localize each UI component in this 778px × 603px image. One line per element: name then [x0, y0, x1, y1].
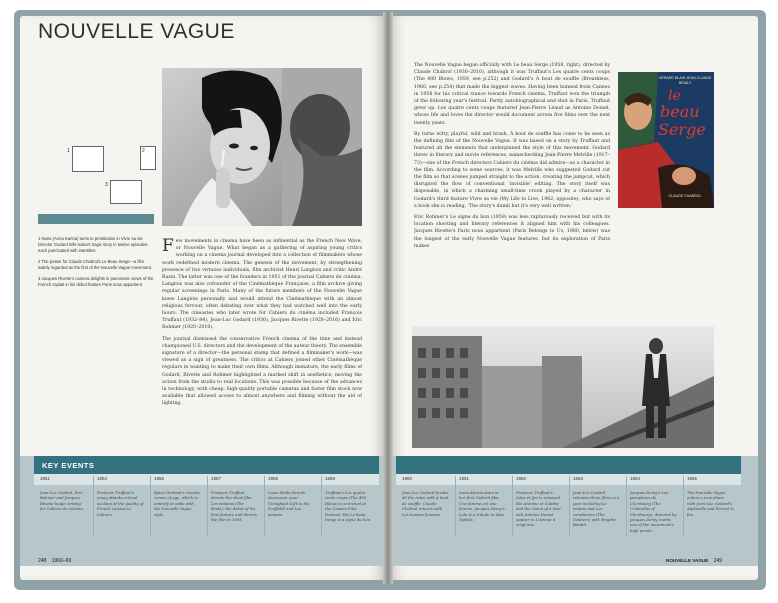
key-event-right-1: Anna Karina stars in her first Godard film, Une femme est une femme. Jacques Demy's Lola is a tribute to Max Ophüls. [459, 490, 505, 523]
photo-vivre-sa-vie-image [162, 68, 362, 226]
key-event-left-0: Jean-Luc Godard, Eric Rohmer and Jacques Rivette begin writing for Cahiers du cinéma. [40, 490, 84, 512]
key-event-left-3: François Truffaut directs the short film Les mistons (The Brats), the debut of his first feature and directs the film in 1958. [211, 490, 257, 523]
poster-director: CLAUDE CHABROL [668, 194, 702, 198]
key-event-year-left-1: 1954 [97, 476, 108, 481]
key-event-year-right-5: 1965 [687, 476, 698, 481]
left-page-number: 248 [38, 558, 47, 564]
key-event-year-right-3: 1963 [573, 476, 584, 481]
left-running-head: 1960–69 [51, 558, 72, 564]
key-event-year-left-4: 1958 [268, 476, 279, 481]
caption-2: 2 The poster for Claude Chabrol's Le Beau Serge—a film widely regarded as the first of the Nouvelle Vague movement. [38, 259, 152, 270]
figure-number-1: 1 [67, 148, 70, 154]
drop-cap: F [162, 238, 174, 256]
poster-credits: GÉRARD BLAIN JEAN-CLAUDE BRIALY [658, 76, 712, 85]
key-event-right-3: Jean-Luc Godard releases three films in a year including Le mépris and Les carabiniers (The Soldiers) with Brigitte Bardot. [573, 490, 620, 528]
book-spine [383, 12, 393, 584]
key-event-right-0: Jean-Luc Godard breaks all the rules with À bout de souffle. Claude Chabrol returns with Les bonnes femmes. [402, 490, 449, 517]
key-event-separator [512, 476, 513, 536]
key-event-year-left-3: 1957 [211, 476, 222, 481]
captions [38, 236, 156, 293]
key-event-separator [321, 476, 322, 536]
poster-title-serge: Serge [658, 120, 706, 139]
right-body-paragraph-1: The Nouvelle Vague began officially with Le beau Serge (1958, right), directed by Claude Chabrol (1930–2010), although it was Truffaut's Les quatre cents coups (The 400 Blows, 1959, see p.252) and Godard's À bout de souffle (Breathless, 1960, see p.254) that made the biggest waves. Having been banned from Cannes in 1958 for his critical stance towards French cinema, Truffaut won the triumph of the following year's festival. Partly autobiographical and shot in Paris, Truffaut grew up. Les quatre cents coups featured Jean-Pierre Léaud as Antoine Doinel, whose life and loves the director would document across five films over the next twenty years. [414, 63, 610, 126]
key-event-year-right-0: 1960 [402, 476, 413, 481]
key-event-year-right-2: 1962 [516, 476, 527, 481]
key-event-separator [455, 476, 456, 536]
key-event-separator [207, 476, 208, 536]
key-event-left-4: Louis Malle directs Ascenseur pour l'échafaud (Lift to the Scaffold) and Les amants. [268, 490, 310, 517]
photo-vivre-sa-vie [162, 68, 362, 226]
right-page-number: 249 [713, 558, 723, 564]
poster-title-beau: beau [660, 102, 700, 121]
figure-number-3: 3 [105, 182, 108, 188]
key-event-right-5: The Nouvelle Vague enters a new phase with Jean-Luc Godard's Alphaville and Pierrot le fou. [687, 490, 734, 517]
right-running-head: NOUVELLE VAGUE [666, 558, 709, 563]
key-event-year-left-5: 1959 [325, 476, 336, 481]
caption-1: 1 Nana (Anna Karina) turns to prostitution in Vivre sa vie. Director Godard tells Nana's tragic story in twelve episodes each punctuated with intertitles. [38, 236, 148, 253]
caption-3: 3 Jacques Rivette's camera delights in panoramic views of the French capital in his debut feature Paris nous appartient. [38, 276, 154, 287]
figure-frame-1 [67, 146, 104, 172]
key-event-year-left-2: 1956 [154, 476, 165, 481]
right-folio [666, 558, 722, 564]
key-events-heading: KEY EVENTS [42, 461, 95, 470]
key-event-separator [626, 476, 627, 536]
caption-accent-bar [38, 214, 154, 224]
key-event-left-2: Bytes Verbeek's cinema comes of age, which is entirely at odds with the Nouvelle Vague style. [154, 490, 200, 517]
poster-title-le: le [668, 88, 681, 104]
left-folio [38, 558, 71, 564]
right-body-paragraph-3: Eric Rohmer's Le signe du lion (1959) was less rapturously received but with its location shooting and literary references it aligned him with his colleagues. Jacques Rivette's Paris nous appartient (Paris Belongs to Us, 1960, below) was the longest of the early Nouvelle Vague features, but its exploration of Paris makes [414, 215, 610, 249]
figure-number-2: 2 [142, 148, 145, 154]
right-body-text [414, 62, 610, 320]
key-event-year-right-4: 1964 [630, 476, 641, 481]
left-body-paragraph-1: Few movements in cinema have been as influential as the French New Wave, or Nouvelle Vague. What began as a gathering of aspiring young critics working on a cinema journal developed into a collection of filmmakers whose work redefined modern cinema. The genesis of the movement, by strengthening presence of two virtuoso individuals, film archivist Henri Langlois and critic André Bazin. The latter was one of the founders in 1951 of the journal Cahiers du cinéma. Langlois was also cofounder of the Cinémathèque Française, a film archive giving regular screenings in Paris. Many of the future members of the Nouvelle Vague knew Langlois personally and would attend the Cinémathèque with an almost religious fervour, often debating over what they had watched well into the early hours. The cineastes who later wrote for Cahiers du cinéma included François Truffaut (1932–84), Jean-Luc Godard (1930), Jacques Rivette (1928–2016) and Eric Rohmer (1920–2010). [162, 238, 362, 331]
figure-frame-2 [140, 146, 156, 170]
photo-paris-image [412, 326, 714, 448]
page-title: NOUVELLE VAGUE [38, 20, 235, 43]
key-event-year-right-1: 1961 [459, 476, 470, 481]
key-event-left-5: Truffaut's Les quatre cents coups (The 400 Blows) is screened at the Cannes Film Festival. His Le beau Serge is a signe du lion. [325, 490, 372, 523]
key-event-left-1: François Truffaut's essay attacks critical acclaim of the quality of French cinema in Cahiers. [97, 490, 144, 517]
key-event-separator [150, 476, 151, 536]
key-event-right-4: Jacques Demy's Les parapluies de Cherbourg (The Umbrellas of Cherbourg), directed by Jacques Demy, marks one of the movement's high points. [630, 490, 677, 533]
figure-frame-3 [105, 180, 142, 204]
right-body-paragraph-2: By turns witty, playful, wild and brash, À bout de souffle has come to be seen as the defining film of the Nouvelle Vague. It was based on a story by Truffaut and featured all the elements that underpinned the style of this movement. Godard threw in literary and movie references, namechecking Jean-Pierre Melville (1917–73)—one of the French directors Cahiers du cinéma did admire—as a character in the film. According to some sources, it was Melville who suggested Godard cut the film so that scenes jumped straight to the action, creating the jumpcut, which disrupted the flow of conventional 'invisible' editing. The story itself was disposable, in which a charming small-time crook played by a character in Godard's third feature Vivre sa vie (My Life to Live, 1962, opposite), who says of a book she is reading, 'The story's dumb but it's very well written.' [414, 131, 610, 209]
key-event-separator [569, 476, 570, 536]
key-event-separator [264, 476, 265, 536]
photo-paris-nous-appartient [412, 326, 714, 448]
key-event-separator [683, 476, 684, 536]
left-body-text [162, 238, 362, 452]
key-event-separator [93, 476, 94, 536]
key-event-right-2: François Truffaut's Jules et Jim is released. His Antoine et Colette and the vision of a love-sick Antoine Doinel appear in L'Amour à vingt ans. [516, 490, 562, 528]
poster-le-beau-serge [618, 72, 714, 208]
poster-artwork [618, 72, 714, 208]
left-body-paragraph-2: The journal dismissed the conservative French cinema of the time and instead championed U.S. directors and the development of the auteur theory. The ensemble signature of a director—the personal stamp that defined a filmmaker's work—was viewed as a sign of greatness. The critics at Cahiers joined other Cinémathèque regulars in wanting to make their own films. Although immature, the early films of Godard, Rivette and Rohmer highlighted a marked shift in aesthetics, moving the action from the studio to real locations. This was possible because of the advances in technology, with cheap, high-quality portable cameras and faster film stock now available that allowed access to almost anywhere and filming without the aid of lighting. [162, 336, 362, 407]
key-event-year-left-0: 1951 [40, 476, 51, 481]
key-events-title-strip-right [396, 456, 741, 474]
